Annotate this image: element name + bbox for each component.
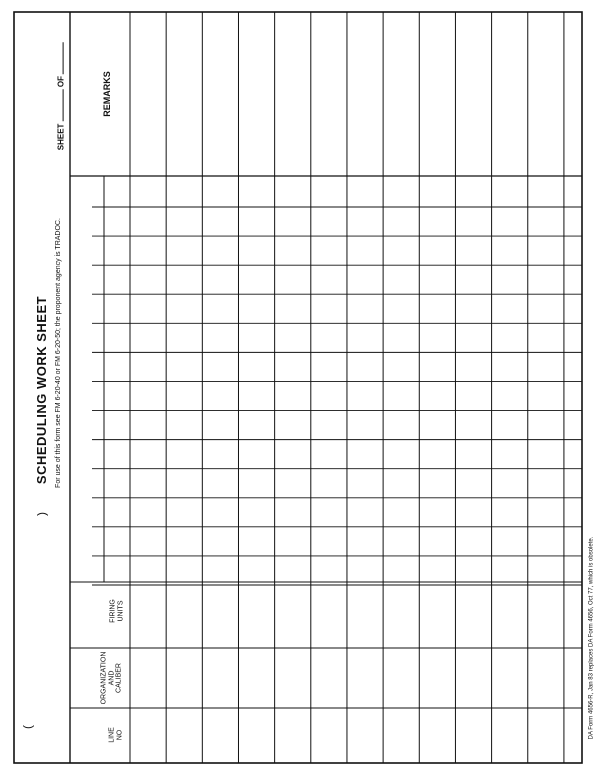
of-label: OF xyxy=(56,75,66,88)
form-subtitle: For use of this form see FM 6-20-40 or FM 6-20-50; the proponent agency is TRADOC. xyxy=(55,218,63,488)
timeline-ticks xyxy=(92,207,582,585)
form-border xyxy=(14,12,582,763)
row-lines xyxy=(166,12,564,763)
firing-units-header: FIRING UNITS xyxy=(109,599,124,623)
organization-caliber-label: CALIBER xyxy=(115,663,123,693)
organization-header xyxy=(100,652,123,705)
line-no-header: LINE NO xyxy=(108,727,123,743)
organization-and-label: AND xyxy=(108,670,116,686)
sheet-counter xyxy=(58,42,67,150)
sheet-label: SHEET xyxy=(56,123,66,151)
sheet-number-blank[interactable] xyxy=(63,89,64,121)
form-footer: DA Form 4656-R, Jan 83 replaces DA Form 4656, Oct 77, which is obsolete. xyxy=(588,536,595,740)
organization-label: ORGANIZATION xyxy=(100,651,108,705)
bracket-left: ( xyxy=(20,725,35,729)
bracket-right: ) xyxy=(34,512,49,516)
form-title: SCHEDULING WORK SHEET xyxy=(33,295,49,485)
total-sheets-blank[interactable] xyxy=(63,42,64,74)
remarks-header: REMARKS xyxy=(102,71,113,117)
